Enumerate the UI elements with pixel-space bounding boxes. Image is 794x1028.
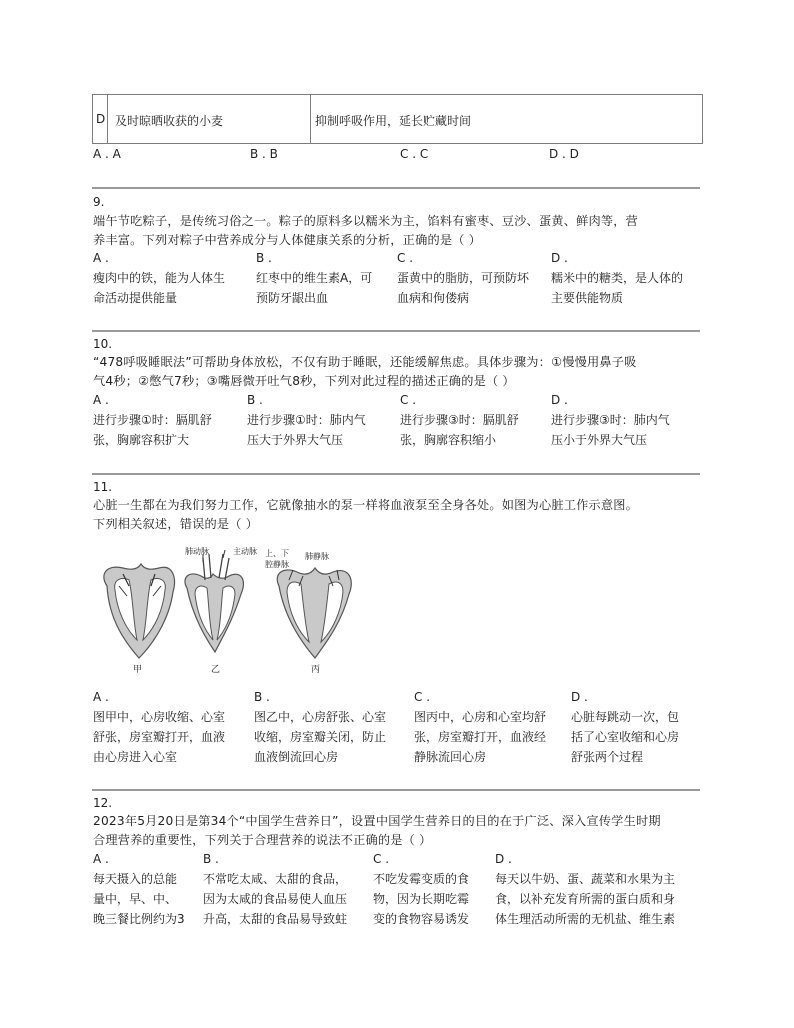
option-text-line: 图丙中，心房和心室均舒: [414, 710, 547, 724]
table-divider: [310, 95, 311, 143]
q8-option-d[interactable]: D . D: [549, 147, 579, 161]
question-stem-line: 2023年5月20日是第34个“中国学生营养日”，设置中国学生营养日的目的在于广泛、深入宣传学生时期: [93, 814, 661, 828]
q10-option-c[interactable]: [400, 390, 519, 450]
q8-option-a[interactable]: A . A: [93, 147, 121, 161]
heart-yi: [185, 550, 243, 652]
q12-option-a[interactable]: [93, 849, 185, 929]
option-text-line: 蛋黄中的脂肪，可预防坏: [397, 271, 530, 285]
option-text-line: 收缩，房室瓣关闭，防止: [254, 730, 387, 744]
option-letter: A .: [93, 251, 109, 265]
option-text-line: 预防牙龈出血: [256, 291, 329, 305]
option-text-line: 不吃发霉变质的食: [373, 872, 470, 886]
question-separator: [92, 187, 700, 189]
option-letter: D .: [551, 251, 568, 265]
option-letter: C .: [400, 393, 417, 407]
table-cell-item: 及时晾晒收获的小麦: [115, 114, 224, 128]
q9-option-d[interactable]: [551, 248, 683, 308]
option-letter: C .: [414, 690, 431, 704]
option-text-line: 进行步骤①时：肺内气: [247, 413, 366, 427]
option-text-line: 量中，早、中、: [93, 892, 178, 906]
q11-option-d[interactable]: [571, 687, 679, 767]
label-aorta: 主动脉: [233, 547, 257, 556]
option-text-line: 物，因为长期吃霉: [373, 892, 470, 906]
q12-option-b[interactable]: [203, 849, 347, 929]
option-letter: C .: [397, 251, 414, 265]
option-text-line: 括了心室收缩和心房: [571, 730, 680, 744]
option-text-line: 舒张，房室瓣打开，血液: [93, 730, 226, 744]
option-letter: D .: [495, 852, 512, 866]
q10-option-d[interactable]: [551, 390, 670, 450]
option-text-line: 张，房室瓣打开，血液经: [414, 730, 547, 744]
option-text-line: 进行步骤③时：肺内气: [551, 413, 670, 427]
option-text-line: 不常吃太咸、太甜的食品，: [203, 872, 348, 886]
option-text-line: 张，胸廓容积缩小: [400, 433, 497, 447]
option-text-line: 张，胸廓容积扩大: [93, 433, 190, 447]
q9-option-a[interactable]: [93, 248, 225, 308]
heart-jia: [104, 564, 175, 658]
option-letter: C .: [373, 852, 390, 866]
option-text-line: 升高，太甜的食品易导致蛀: [203, 912, 348, 926]
option-text-line: 压小于外界大气压: [551, 433, 648, 447]
option-letter: B .: [254, 690, 270, 704]
label-vena-cava-line2: 腔静脉: [265, 560, 289, 569]
answer-table-row: [92, 94, 703, 144]
label-pulmonary-vein: 肺静脉: [305, 552, 329, 561]
question-stem-line: 合理营养的重要性，下列关于合理营养的说法不正确的是（ ）: [93, 833, 432, 847]
option-text-line: 瘦肉中的铁，能为人体生: [93, 271, 226, 285]
question-stem-line: 气4秒；②憋气7秒；③嘴唇微开吐气8秒，下列对此过程的描述正确的是（ ）: [93, 374, 515, 388]
table-cell-principle: 抑制呼吸作用，延长贮藏时间: [315, 114, 472, 128]
label-vena-cava-line1: 上、下: [265, 549, 289, 558]
option-letter: D .: [571, 690, 588, 704]
option-text-line: 主要供能物质: [551, 291, 624, 305]
option-text-line: 静脉流回心房: [414, 750, 487, 764]
q11-option-b[interactable]: [254, 687, 386, 767]
option-text-line: 每天以牛奶、蛋、蔬菜和水果为主: [495, 872, 676, 886]
heart-bing: [277, 568, 351, 658]
option-letter: B .: [256, 251, 272, 265]
question-separator: [92, 473, 700, 475]
question-separator: [92, 789, 700, 791]
option-text-line: 进行步骤①时：膈肌舒: [93, 413, 212, 427]
question-number: 12.: [93, 796, 113, 810]
q9-option-c[interactable]: [397, 248, 529, 308]
option-text-line: 血液倒流回心房: [254, 750, 339, 764]
option-text-line: 舒张两个过程: [571, 750, 644, 764]
question-number: 9.: [93, 195, 105, 209]
option-letter: A .: [93, 852, 109, 866]
question-separator: [92, 330, 700, 332]
option-text-line: 糯米中的糖类，是人体的: [551, 271, 684, 285]
option-text-line: 压大于外界大气压: [247, 433, 344, 447]
table-divider: [107, 95, 108, 143]
table-cell-letter: D: [96, 112, 106, 126]
option-text-line: 心脏每跳动一次，包: [571, 710, 680, 724]
question-stem-line: “478呼吸睡眠法”可帮助身体放松，不仅有助于睡眠，还能缓解焦虑。具体步骤为：①慢慢用鼻子吸: [93, 355, 637, 369]
option-letter: B .: [203, 852, 219, 866]
label-pulmonary-artery: 肺动脉: [185, 547, 209, 556]
option-text-line: 血病和佝偻病: [397, 291, 470, 305]
q12-option-d[interactable]: [495, 849, 675, 929]
option-text-line: 由心房进入心室: [93, 750, 178, 764]
q10-option-b[interactable]: [247, 390, 366, 450]
option-text-line: 每天摄入的总能: [93, 872, 178, 886]
question-stem-line: 端午节吃粽子，是传统习俗之一。粽子的原料多以糯米为主，馅料有蜜枣、豆沙、蛋黄、鲜肉等，营: [93, 214, 639, 228]
q11-option-a[interactable]: [93, 687, 225, 767]
option-text-line: 晚三餐比例约为3: [93, 912, 185, 926]
q12-option-c[interactable]: [373, 849, 469, 929]
q10-option-a[interactable]: [93, 390, 212, 450]
option-text-line: 进行步骤③时：膈肌舒: [400, 413, 519, 427]
option-letter: A .: [93, 690, 109, 704]
option-text-line: 变的食物容易诱发: [373, 912, 470, 926]
question-number: 10.: [93, 337, 113, 351]
option-text-line: 体生理活动所需的无机盐、维生素: [495, 912, 676, 926]
question-stem-line: 心脏一生都在为我们努力工作，它就像抽水的泵一样将血液泵至全身各处。如图为心脏工作示意图。: [93, 498, 639, 512]
q8-option-b[interactable]: B . B: [250, 147, 278, 161]
option-text-line: 因为太咸的食品易使人血压: [203, 892, 348, 906]
heart-diagram-figure: [93, 540, 373, 678]
option-text-line: 命活动提供能量: [93, 291, 178, 305]
option-text-line: 食，以补充发育所需的蛋白质和身: [495, 892, 676, 906]
option-letter: A .: [93, 393, 109, 407]
question-number: 11.: [93, 480, 113, 494]
option-text-line: 图乙中，心房舒张、心室: [254, 710, 387, 724]
option-text-line: 图甲中，心房收缩、心室: [93, 710, 226, 724]
option-letter: D .: [551, 393, 568, 407]
label-yi: 乙: [211, 665, 221, 675]
option-letter: B .: [247, 393, 263, 407]
question-stem-line: 养丰富。下列对粽子中营养成分与人体健康关系的分析，正确的是（ ）: [93, 233, 482, 247]
question-stem-line: 下列相关叙述，错误的是（ ）: [93, 517, 259, 531]
option-text-line: 红枣中的维生素A，可: [256, 271, 373, 285]
q11-option-c[interactable]: [414, 687, 546, 767]
q9-option-b[interactable]: [256, 248, 372, 308]
q8-option-c[interactable]: C . C: [400, 147, 429, 161]
label-jia: 甲: [133, 665, 143, 675]
label-bing: 丙: [311, 665, 321, 675]
